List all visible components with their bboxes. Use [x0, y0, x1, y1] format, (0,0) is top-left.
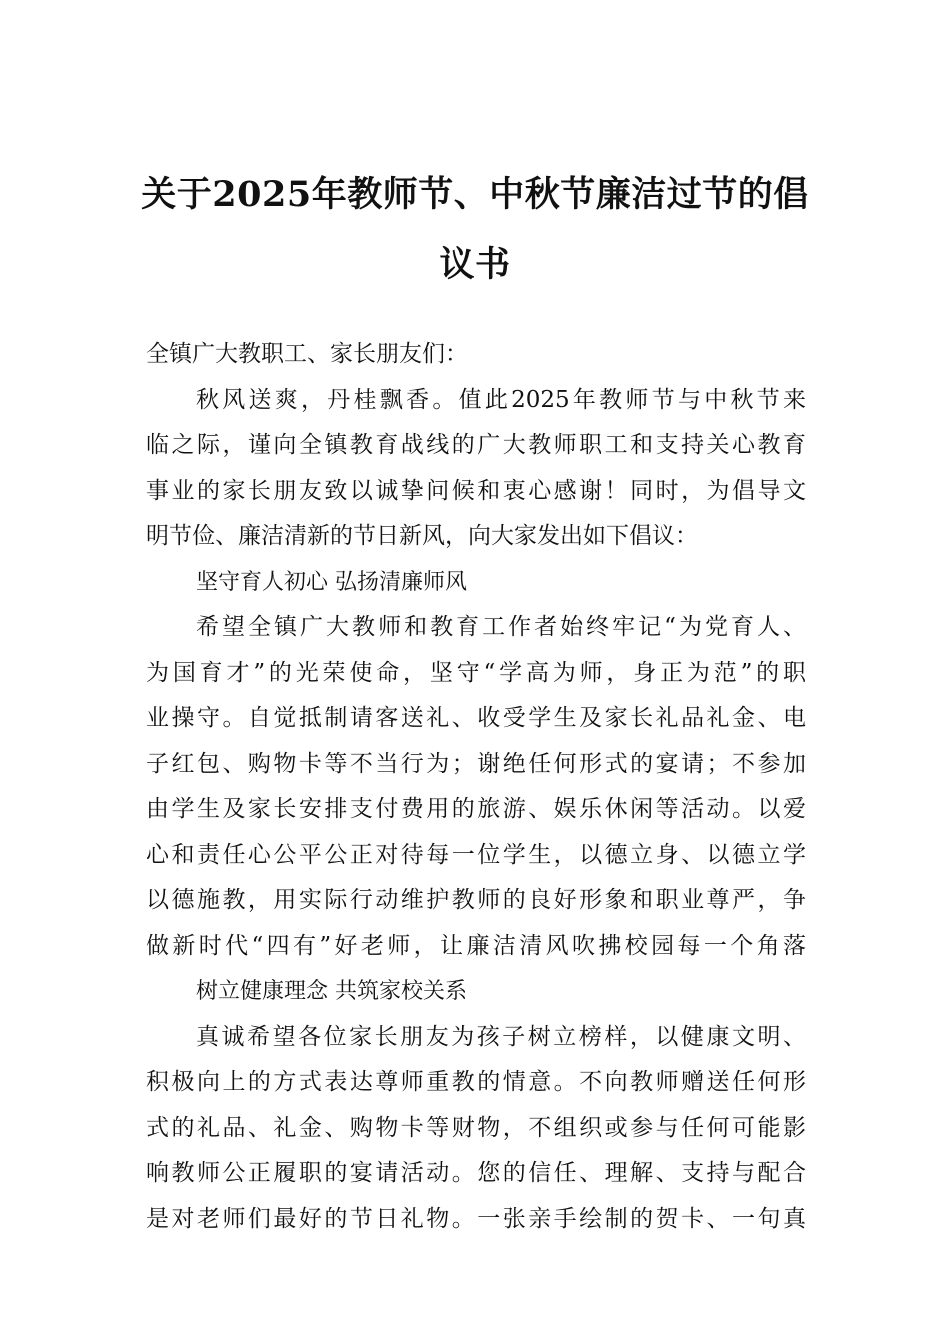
paragraph-line: 以德施教，用实际行动维护教师的良好形象和职业尊严，争 — [146, 887, 806, 913]
section-heading-2: 树立健康理念 共筑家校关系 — [196, 979, 467, 1004]
paragraph-line: 秋风送爽，丹桂飘香。值此2025年教师节与中秋节来 — [196, 386, 806, 413]
paragraph-line: 由学生及家长安排支付费用的旅游、娱乐休闲等活动。以爱 — [146, 796, 806, 822]
paragraph-line: 是对老师们最好的节日礼物。一张亲手绘制的贺卡、一句真 — [146, 1205, 806, 1232]
paragraph-line: 希望全镇广大教师和教育工作者始终牢记“为党育人、 — [196, 614, 806, 640]
paragraph-line: 事业的家长朋友致以诚挚问候和衷心感谢！同时，为倡导文 — [146, 477, 806, 504]
title-line-2: 议书 — [439, 244, 511, 285]
document-body — [146, 332, 806, 1242]
paragraph-line: 响教师公正履职的宴请活动。您的信任、理解、支持与配合 — [146, 1160, 806, 1186]
section-1-paragraph — [146, 605, 806, 969]
section-2-paragraph — [146, 1015, 806, 1243]
salutation: 全镇广大教职工、家长朋友们： — [146, 341, 468, 367]
paragraph-line: 明节俭、廉洁清新的节日新风，向大家发出如下倡议： — [146, 523, 698, 549]
paragraph-line: 子红包、购物卡等不当行为；谢绝任何形式的宴请；不参加 — [146, 750, 806, 777]
intro-paragraph — [146, 378, 806, 560]
section-heading-1: 坚守育人初心 弘扬清廉师风 — [196, 569, 467, 595]
paragraph-line: 式的礼品、礼金、购物卡等财物，不组织或参与任何可能影 — [146, 1114, 806, 1141]
paragraph-line: 临之际，谨向全镇教育战线的广大教师职工和支持关心教育 — [146, 432, 806, 458]
paragraph-line: 心和责任心公平公正对待每一位学生，以德立身、以德立学 — [146, 841, 806, 868]
paragraph-line: 真诚希望各位家长朋友为孩子树立榜样，以健康文明、 — [196, 1023, 806, 1050]
title-line-1: 关于2025年教师节、中秋节廉洁过节的倡 — [141, 174, 809, 215]
paragraph-line: 为国育才”的光荣使命，坚守“学高为师，身正为范”的职 — [146, 659, 806, 686]
paragraph-line: 做新时代“四有”好老师，让廉洁清风吹拂校园每一个角落 — [146, 932, 806, 959]
document-title — [140, 160, 810, 300]
paragraph-line: 业操守。自觉抵制请客送礼、收受学生及家长礼品礼金、电 — [146, 705, 806, 731]
paragraph-line: 积极向上的方式表达尊师重教的情意。不向教师赠送任何形 — [146, 1069, 806, 1095]
